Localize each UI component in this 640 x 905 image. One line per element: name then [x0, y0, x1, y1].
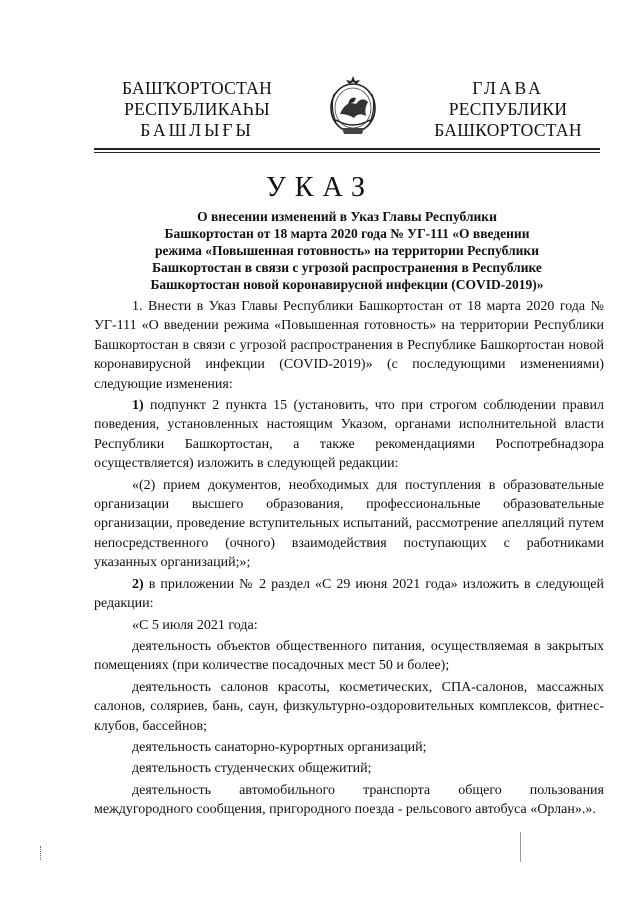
subitem-2-number: 2)	[132, 576, 144, 592]
header-divider-thick	[94, 148, 600, 150]
paragraph-beauty-salons: деятельность салонов красоты, косметических, СПА-салонов, массажных салонов, соляриев, бань, саун, физкультурно-оздоровительных комплексов, фитнес-клубов, бассейнов;	[94, 679, 604, 734]
subject-line-2: Башкортостан от 18 марта 2020 года № УГ-111 «О введении	[164, 226, 530, 241]
paragraph-date-heading: «С 5 июля 2021 года:	[132, 617, 258, 633]
paragraph-subitem-1	[94, 396, 604, 474]
header-divider-thin	[94, 152, 600, 153]
header-russian-title	[424, 78, 592, 141]
subject-line-3: режима «Повышенная готовность» на территории Республики	[155, 243, 539, 258]
paragraph-subitem-2	[94, 575, 604, 614]
paragraph-catering: деятельность объектов общественного питания, осуществляемая в закрытых помещениях (при количестве посадочных мест 50 и более);	[94, 638, 604, 674]
header-right-line-3: БАШКОРТОСТАН	[434, 120, 582, 140]
paragraph-item-1: 1. Внести в Указ Главы Республики Башкортостан от 18 марта 2020 года № УГ-111 «О введении режима «Повышенная готовность» на территории Республики Башкортостан в связи с угрозой распространения в Республике Башкортостан новой коронавирусной инфекции (COVID-2019)» (с последующими изменениями) следующие изменения:	[94, 299, 604, 392]
paragraph-dormitories: деятельность студенческих общежитий;	[132, 761, 372, 777]
header-left-line-3: БАШЛЫҒЫ	[140, 120, 254, 140]
header-bashkir-title	[112, 78, 282, 141]
subject-line-5: Башкортостан новой коронавирусной инфекции (COVID-2019)»	[150, 277, 544, 292]
document-body	[94, 297, 604, 820]
header-right-line-2: РЕСПУБЛИКИ	[448, 99, 568, 119]
scan-artifact-line	[520, 832, 521, 862]
subitem-2-text: в приложении № 2 раздел «С 29 июня 2021 года» изложить в следующей редакции:	[94, 576, 604, 612]
header-right-line-1: ГЛАВА	[472, 78, 544, 98]
subitem-1-number: 1)	[132, 398, 144, 414]
bashkortostan-coat-of-arms-icon	[326, 74, 380, 138]
subitem-1-text: подпункт 2 пункта 15 (установить, что при строгом соблюдении правил поведения, установленных настоящим Указом, органами исполнительной власти Республики Башкортостан, а также рекомендациями Роспотребнадзора осуществляется) изложить в следующей редакции:	[94, 398, 604, 472]
document-type-title: УКАЗ	[265, 172, 375, 203]
subject-line-1: О внесении изменений в Указ Главы Республики	[197, 209, 497, 224]
subject-line-4: Башкортостан в связи с угрозой распространения в Республике	[152, 260, 542, 275]
paragraph-sanatoriums: деятельность санаторно-курортных организаций;	[132, 739, 427, 755]
header-left-line-1: БАШҠОРТОСТАН	[121, 78, 273, 98]
document-subject	[94, 208, 600, 293]
scan-margin-mark	[40, 846, 43, 860]
header-left-line-2: РЕСПУБЛИКАҺЫ	[124, 99, 270, 119]
paragraph-quoted-clause: «(2) прием документов, необходимых для поступления в образовательные организации высшего образования, профессиональные образовательные организации, проведение вступительных испытаний, рассмотрение апелляций путем непосредственного (очного) взаимодействия поступающих с работниками указанных организаций;»;	[94, 477, 604, 571]
paragraph-transport: деятельность автомобильного транспорта общего пользования междугородного сообщения, пригородного поезда - рельсового автобуса «Орлан».».	[94, 782, 604, 818]
